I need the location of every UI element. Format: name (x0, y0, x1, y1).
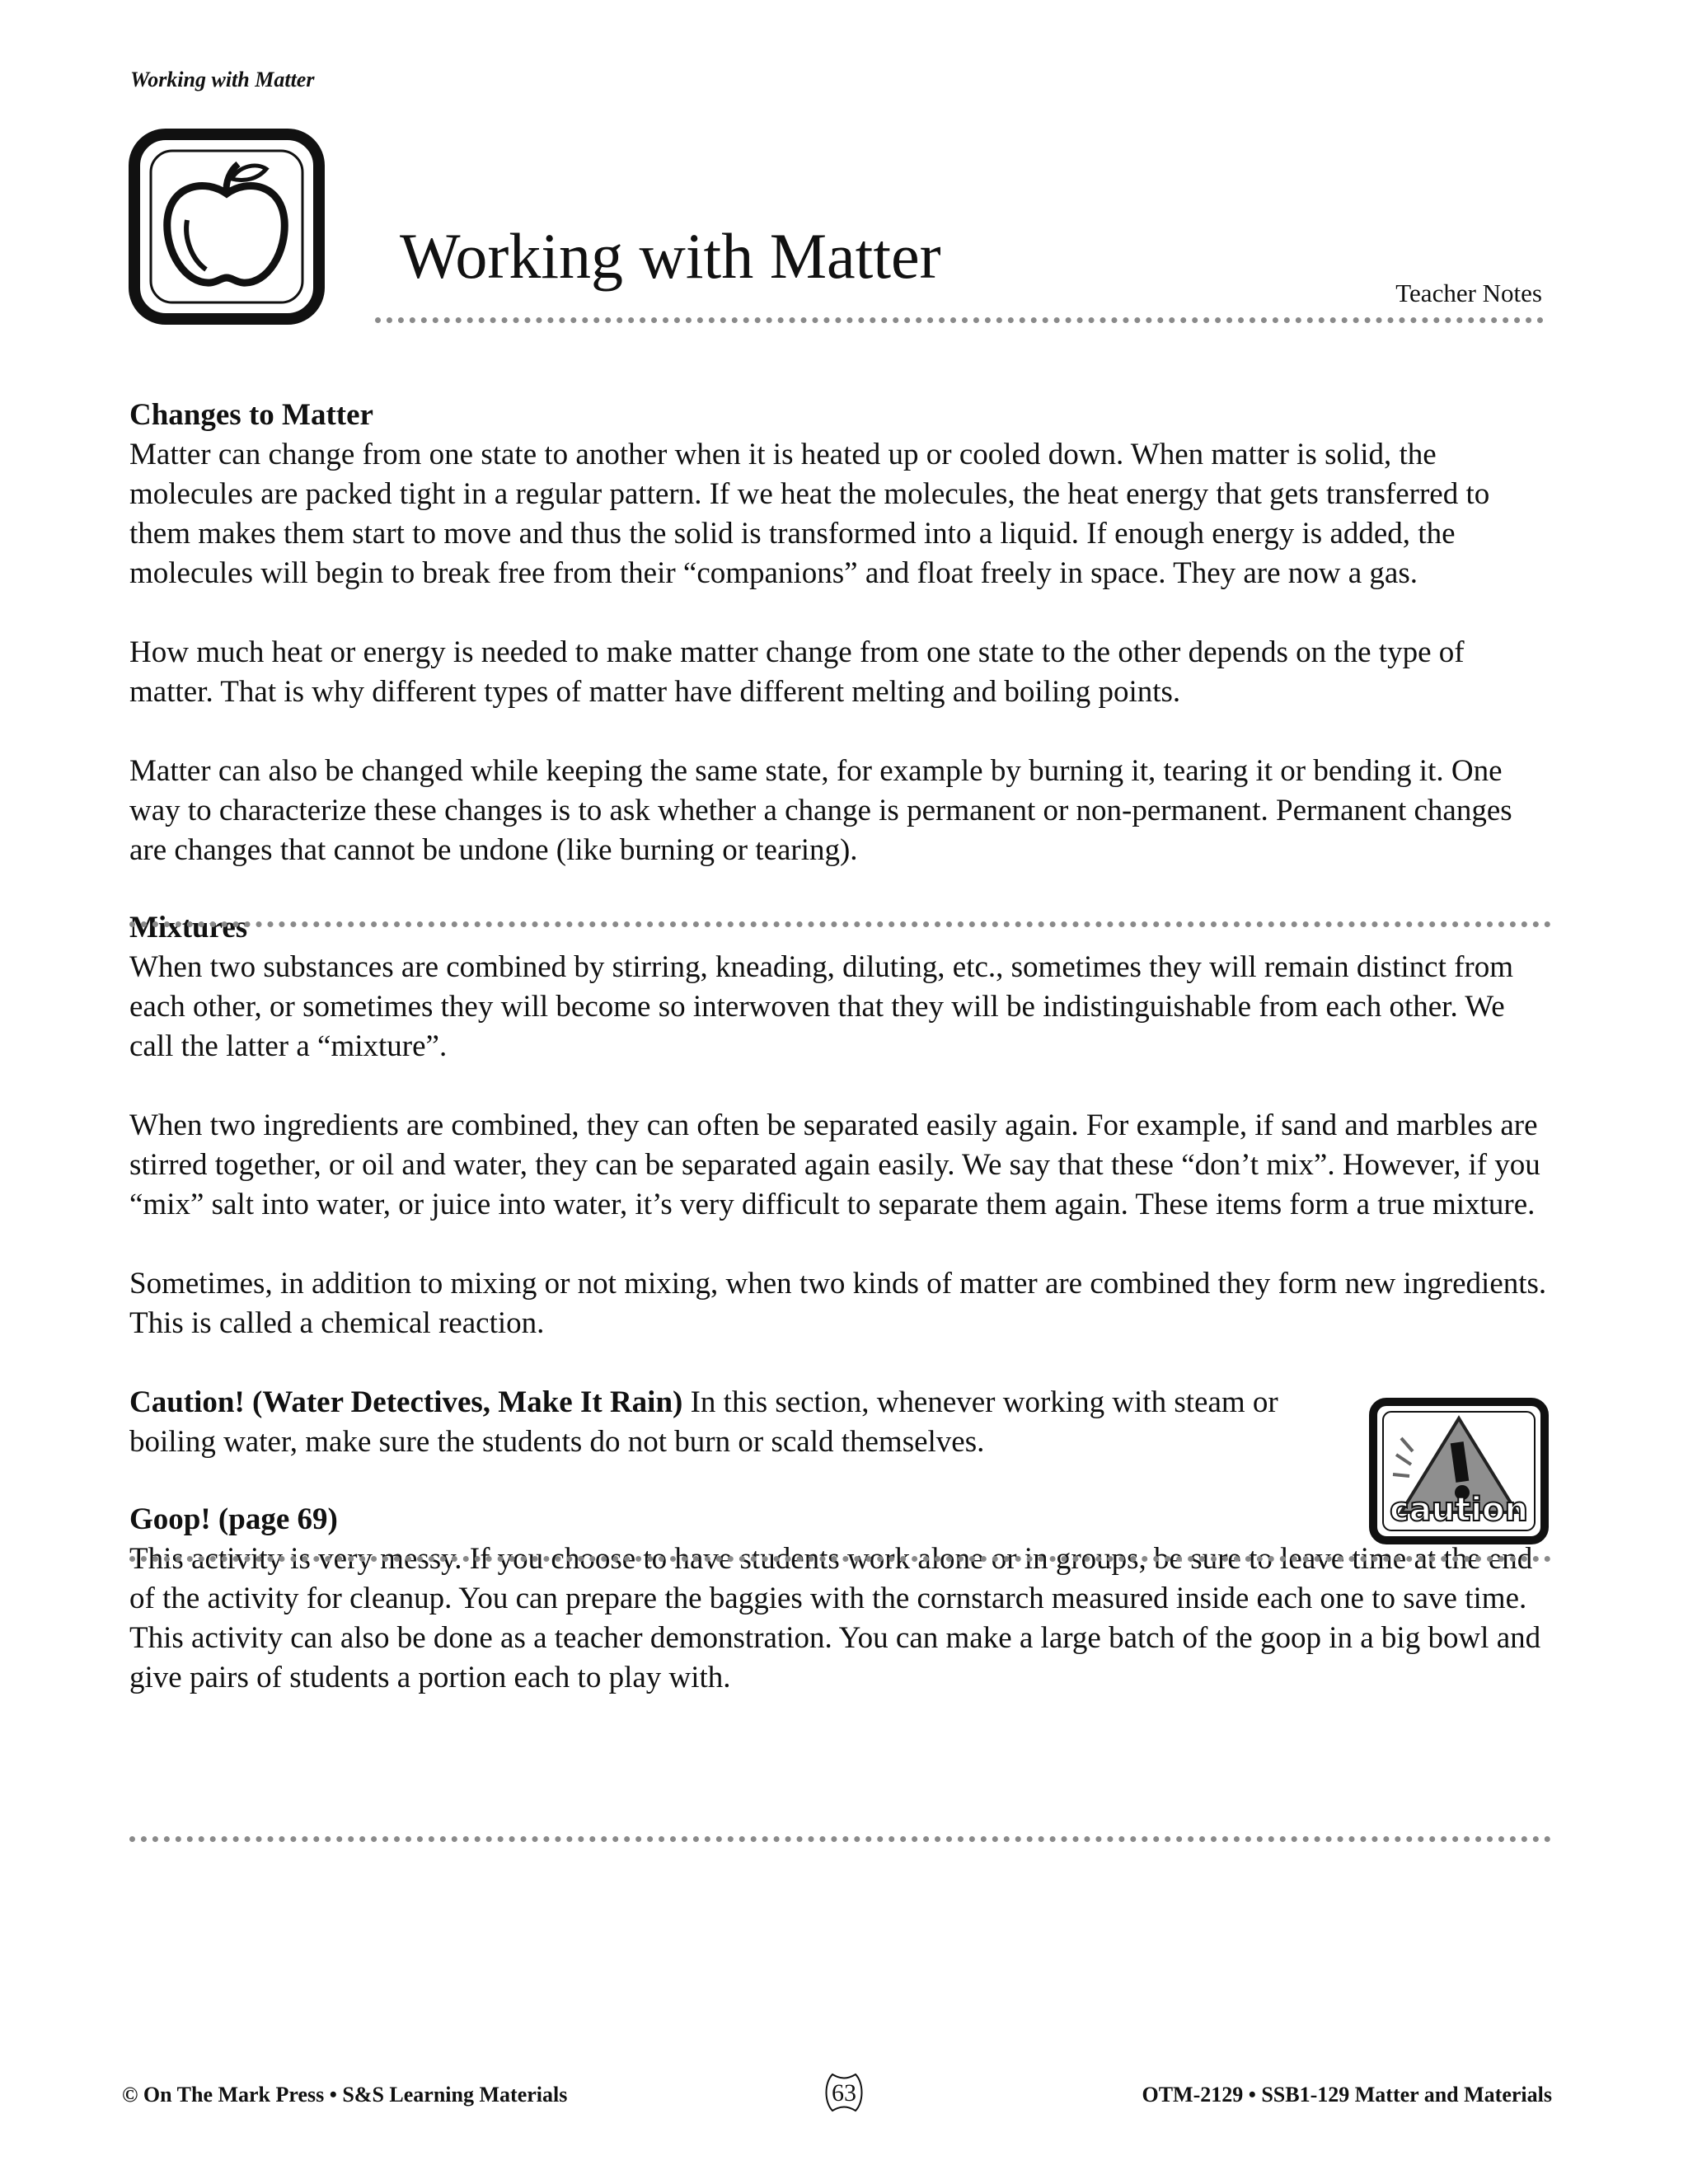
apple-icon (128, 128, 326, 326)
running-head: Working with Matter (130, 68, 315, 91)
section-divider (129, 1836, 1551, 1842)
paragraph: When two substances are combined by stirring, kneading, diluting, etc., sometimes they will remain distinct from each other, or sometimes they will become so interwoven that they will be indistinguishable from each other. We call the latter a “mixture”. (129, 950, 1514, 1063)
paragraph: Matter can also be changed while keeping the same state, for example by burning it, tearing it or bending it. One way to characterize these changes is to ask whether a change is permanent or non-permanent. Permanent changes are changes that cannot be undone (like burning or tearing). (129, 754, 1512, 867)
section-divider (129, 1556, 1551, 1562)
title-divider (375, 317, 1544, 323)
section-heading-goop: Goop! (page 69) (129, 1502, 338, 1536)
paragraph: This activity is very messy. If you choose to have students work alone or in groups, be sure to leave time at the end of the activity for cleanup. You can prepare the baggies with the cornstarch measured inside each one to save time. This activity can also be done as a teacher demonstration. You can make a large batch of the goop in a big bowl and give pairs of students a portion each to play with. (129, 1542, 1541, 1694)
page-number: 63 (832, 2079, 856, 2107)
caution-text: In this section, whenever working with steam or boiling water, make sure the students do not burn or scald themselves. (129, 1385, 1278, 1459)
page-title: Working with Matter (400, 220, 941, 292)
paragraph: How much heat or energy is needed to make matter change from one state to the other depends on the type of matter. That is why different types of matter have different melting and boiling points. (129, 635, 1465, 709)
page-subtitle: Teacher Notes (1395, 279, 1542, 307)
caution-icon (1368, 1397, 1550, 1545)
page-number-badge (821, 2071, 867, 2114)
paragraph: Matter can change from one state to another when it is heated up or cooled down. When matter is solid, the molecules are packed tight in a regular pattern. If we heat the molecules, the heat energy that gets transferred to them makes them start to move and thus the solid is transformed into a liquid. If enough energy is added, the molecules will begin to break free from their “companions” and float freely in space. They are now a gas. (129, 438, 1490, 590)
section-heading-changes: Changes to Matter (129, 398, 373, 432)
footer-right: OTM-2129 • SSB1-129 Matter and Materials (1142, 2083, 1552, 2107)
paragraph: Sometimes, in addition to mixing or not mixing, when two kinds of matter are combined they form new ingredients. This is called a chemical reaction. (129, 1267, 1547, 1340)
section-heading-mixtures: Mixtures (129, 911, 248, 944)
caution-heading: Caution! (Water Detectives, Make It Rain) (129, 1385, 683, 1419)
caution-badge-text: caution (1390, 1491, 1528, 1529)
paragraph: When two ingredients are combined, they can often be separated easily again. For example, if sand and marbles are stirred together, or oil and water, they can be separated again easily. We say that these “don’t mix”. However, if you “mix” salt into water, or juice into water, it’s very difficult to separate them again. These items form a true mixture. (129, 1108, 1540, 1221)
main-content (129, 396, 1551, 1698)
footer-left: © On The Mark Press • S&S Learning Materials (122, 2083, 568, 2107)
caution-paragraph (129, 1383, 1357, 1462)
section-divider (129, 921, 1551, 927)
